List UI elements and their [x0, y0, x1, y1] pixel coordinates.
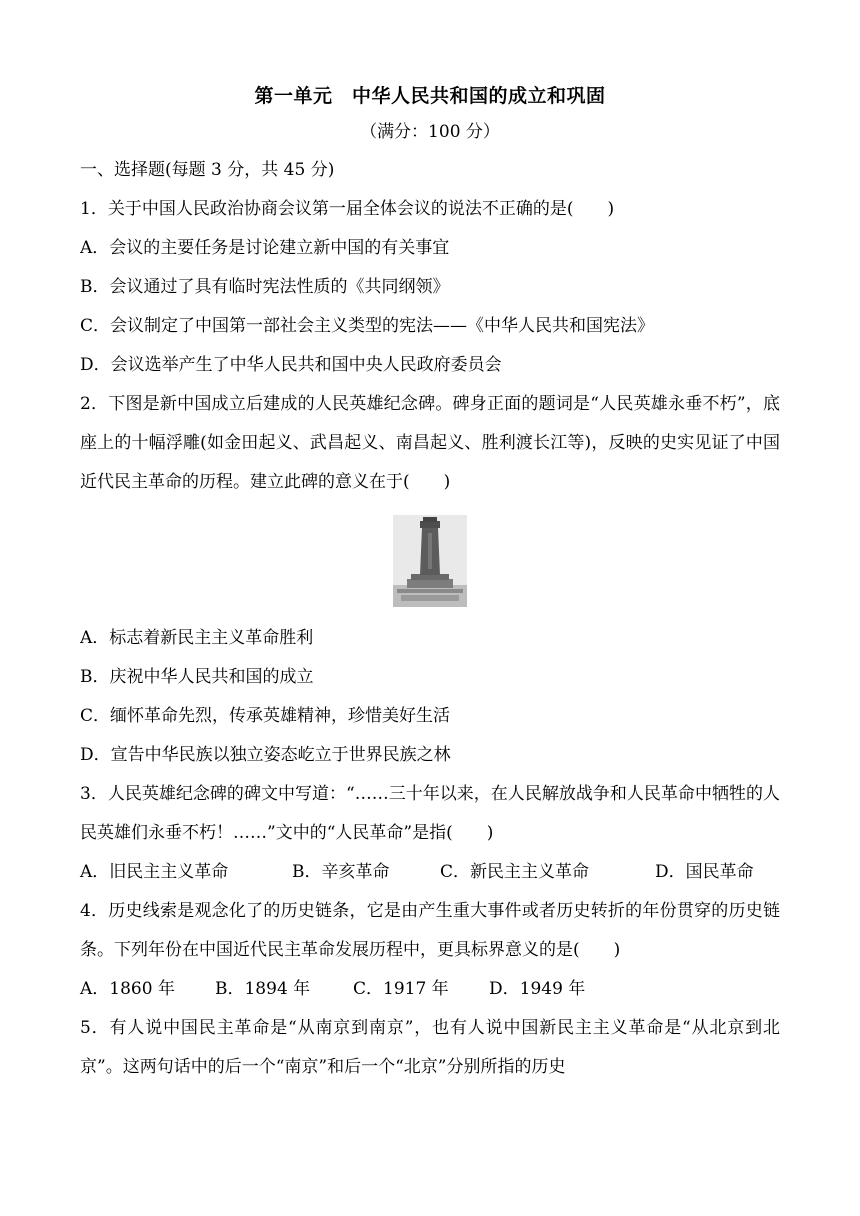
q4-options-row	[80, 970, 780, 1009]
monument-image	[393, 515, 467, 607]
q2-option-d: D．宣告中华民族以独立姿态屹立于世界民族之林	[80, 745, 451, 765]
q3-option-b: B．辛亥革命	[292, 862, 390, 882]
page-title: 第一单元 中华人民共和国的成立和巩固	[254, 85, 606, 107]
question-2-stem: 2．下图是新中国成立后建成的人民英雄纪念碑。碑身正面的题词是“人民英雄永垂不朽”，底座上的十幅浮雕(如金田起义、武昌起义、南昌起义、胜利渡长江等)，反映的史实见证了中国近代民主革命的历程。建立此碑的意义在于( )	[80, 394, 780, 492]
score-note: （满分：100 分）	[360, 122, 500, 142]
q4-option-c: C．1917 年	[353, 979, 449, 999]
q3-option-a: A．旧民主主义革命	[80, 862, 229, 882]
q1-option-a: A．会议的主要任务是讨论建立新中国的有关事宜	[80, 238, 450, 258]
question-5-stem: 5．有人说中国民主革命是“从南京到南京”，也有人说中国新民主主义革命是“从北京到北京”。这两句话中的后一个“南京”和后一个“北京”分别所指的历史	[80, 1018, 780, 1077]
q4-option-b: B．1894 年	[215, 979, 311, 999]
q3-options-row	[80, 853, 780, 892]
question-3-stem: 3．人民英雄纪念碑的碑文中写道：“……三十年以来，在人民解放战争和人民革命中牺牲的人民英雄们永垂不朽！……”文中的“人民革命”是指( )	[80, 784, 780, 843]
question-4-stem: 4．历史线索是观念化了的历史链条，它是由产生重大事件或者历史转折的年份贯穿的历史链条。下列年份在中国近代民主革命发展历程中，更具标界意义的是( )	[80, 901, 780, 960]
q1-option-d: D．会议选举产生了中华人民共和国中央人民政府委员会	[80, 355, 502, 375]
q2-option-b: B．庆祝中华人民共和国的成立	[80, 667, 314, 687]
q2-option-a: A．标志着新民主主义革命胜利	[80, 628, 314, 648]
q3-option-c: C．新民主主义革命	[440, 862, 590, 882]
q4-option-a: A．1860 年	[80, 979, 175, 999]
q3-option-d: D．国民革命	[655, 862, 754, 882]
q4-option-d: D．1949 年	[489, 979, 586, 999]
monument-figure	[80, 502, 780, 619]
exam-page	[80, 78, 780, 1087]
section-heading: 一、选择题(每题 3 分，共 45 分)	[80, 160, 335, 180]
q1-option-b: B．会议通过了具有临时宪法性质的《共同纲领》	[80, 277, 450, 297]
question-1-stem: 1．关于中国人民政治协商会议第一届全体会议的说法不正确的是( )	[80, 199, 615, 219]
q2-option-c: C．缅怀革命先烈，传承英雄精神，珍惜美好生活	[80, 706, 451, 726]
q1-option-c: C．会议制定了中国第一部社会主义类型的宪法——《中华人民共和国宪法》	[80, 316, 655, 336]
